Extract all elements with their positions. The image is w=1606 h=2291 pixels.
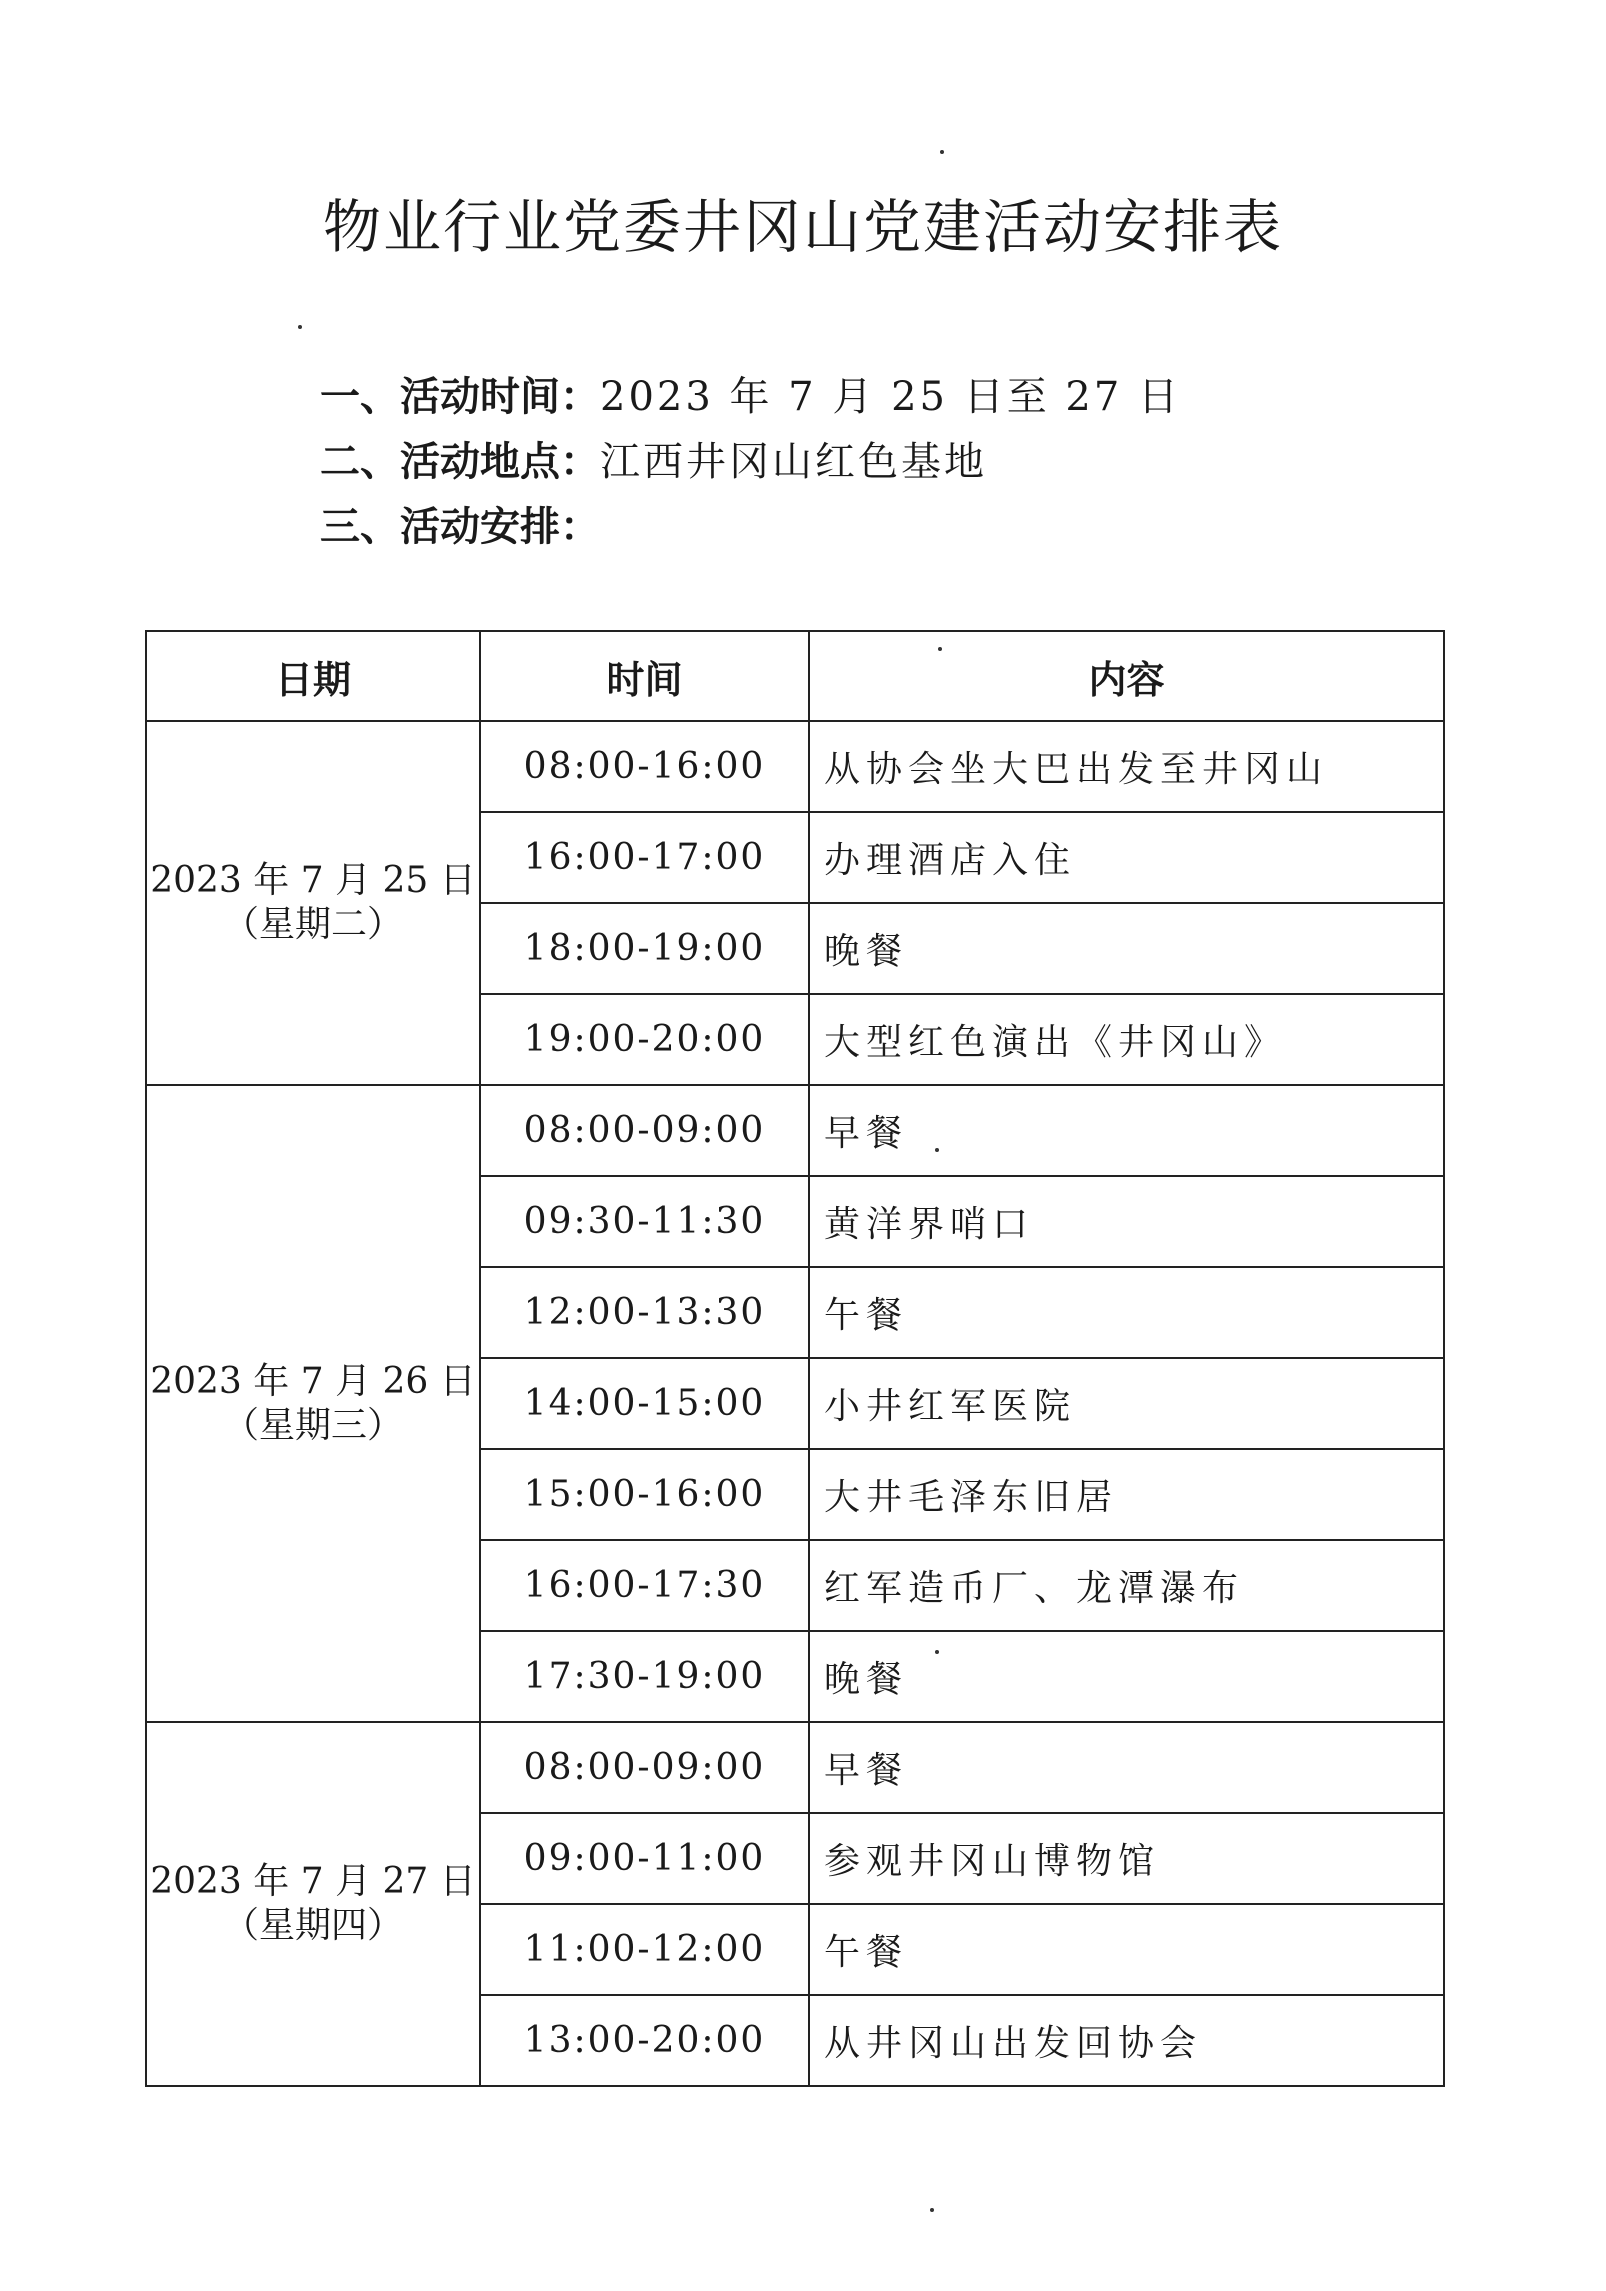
time-cell: 09:30-11:30	[480, 1176, 809, 1267]
info-value: 2023 年 7 月 25 日至 27 日	[600, 374, 1182, 420]
scan-speck	[930, 2208, 934, 2212]
content-cell: 参观井冈山博物馆	[809, 1813, 1444, 1904]
time-cell: 08:00-09:00	[480, 1722, 809, 1813]
content-cell: 红军造币厂、龙潭瀑布	[809, 1540, 1444, 1631]
info-line-time	[320, 365, 1181, 422]
time-cell: 11:00-12:00	[480, 1904, 809, 1995]
info-label: 二、活动地点：	[320, 439, 600, 485]
content-cell: 早餐	[809, 1085, 1444, 1176]
column-header-content: 内容	[809, 631, 1444, 721]
content-cell: 晚餐	[809, 1631, 1444, 1722]
time-cell: 16:00-17:30	[480, 1540, 809, 1631]
scan-speck	[935, 1650, 939, 1654]
time-cell: 15:00-16:00	[480, 1449, 809, 1540]
content-cell: 从协会坐大巴出发至井冈山	[809, 721, 1444, 812]
weekday-text: （星期二）	[222, 904, 403, 945]
time-cell: 12:00-13:30	[480, 1267, 809, 1358]
content-cell: 早餐	[809, 1722, 1444, 1813]
scan-speck	[935, 1148, 939, 1152]
content-cell: 小井红军医院	[809, 1358, 1444, 1449]
content-cell: 黄洋界哨口	[809, 1176, 1444, 1267]
time-cell: 19:00-20:00	[480, 994, 809, 1085]
date-cell	[146, 1085, 480, 1722]
date-cell	[146, 721, 480, 1085]
table-row	[146, 1085, 1444, 1176]
content-cell: 大井毛泽东旧居	[809, 1449, 1444, 1540]
date-text: 2023 年 7 月 26 日	[150, 1360, 476, 1402]
time-cell: 13:00-20:00	[480, 1995, 809, 2086]
time-cell: 08:00-16:00	[480, 721, 809, 812]
info-line-location	[320, 430, 987, 487]
schedule-table	[145, 630, 1445, 2087]
content-cell: 午餐	[809, 1904, 1444, 1995]
scan-speck	[938, 647, 942, 651]
weekday-text: （星期三）	[222, 1404, 403, 1446]
content-cell: 从井冈山出发回协会	[809, 1995, 1444, 2086]
weekday-text: （星期四）	[222, 1905, 403, 1946]
info-value: 江西井冈山红色基地	[600, 439, 987, 485]
date-text: 2023 年 7 月 27 日	[150, 1861, 476, 1902]
time-cell: 17:30-19:00	[480, 1631, 809, 1722]
table-row	[146, 721, 1444, 812]
content-cell: 午餐	[809, 1267, 1444, 1358]
time-cell: 08:00-09:00	[480, 1085, 809, 1176]
table-row	[146, 1722, 1444, 1813]
table-header-row	[146, 631, 1444, 721]
content-cell: 大型红色演出《井冈山》	[809, 994, 1444, 1085]
date-cell	[146, 1722, 480, 2086]
content-cell: 晚餐	[809, 903, 1444, 994]
page-title: 物业行业党委井冈山党建活动安排表	[322, 193, 1283, 261]
column-header-time: 时间	[480, 631, 809, 721]
scan-speck	[298, 325, 302, 329]
column-header-date: 日期	[146, 631, 480, 721]
time-cell: 16:00-17:00	[480, 812, 809, 903]
info-label: 一、活动时间：	[320, 374, 600, 420]
time-cell: 14:00-15:00	[480, 1358, 809, 1449]
info-line-schedule	[320, 495, 600, 552]
scan-speck	[940, 150, 944, 154]
content-cell: 办理酒店入住	[809, 812, 1444, 903]
time-cell: 09:00-11:00	[480, 1813, 809, 1904]
date-text: 2023 年 7 月 25 日	[150, 860, 476, 901]
time-cell: 18:00-19:00	[480, 903, 809, 994]
info-label: 三、活动安排：	[320, 504, 600, 550]
